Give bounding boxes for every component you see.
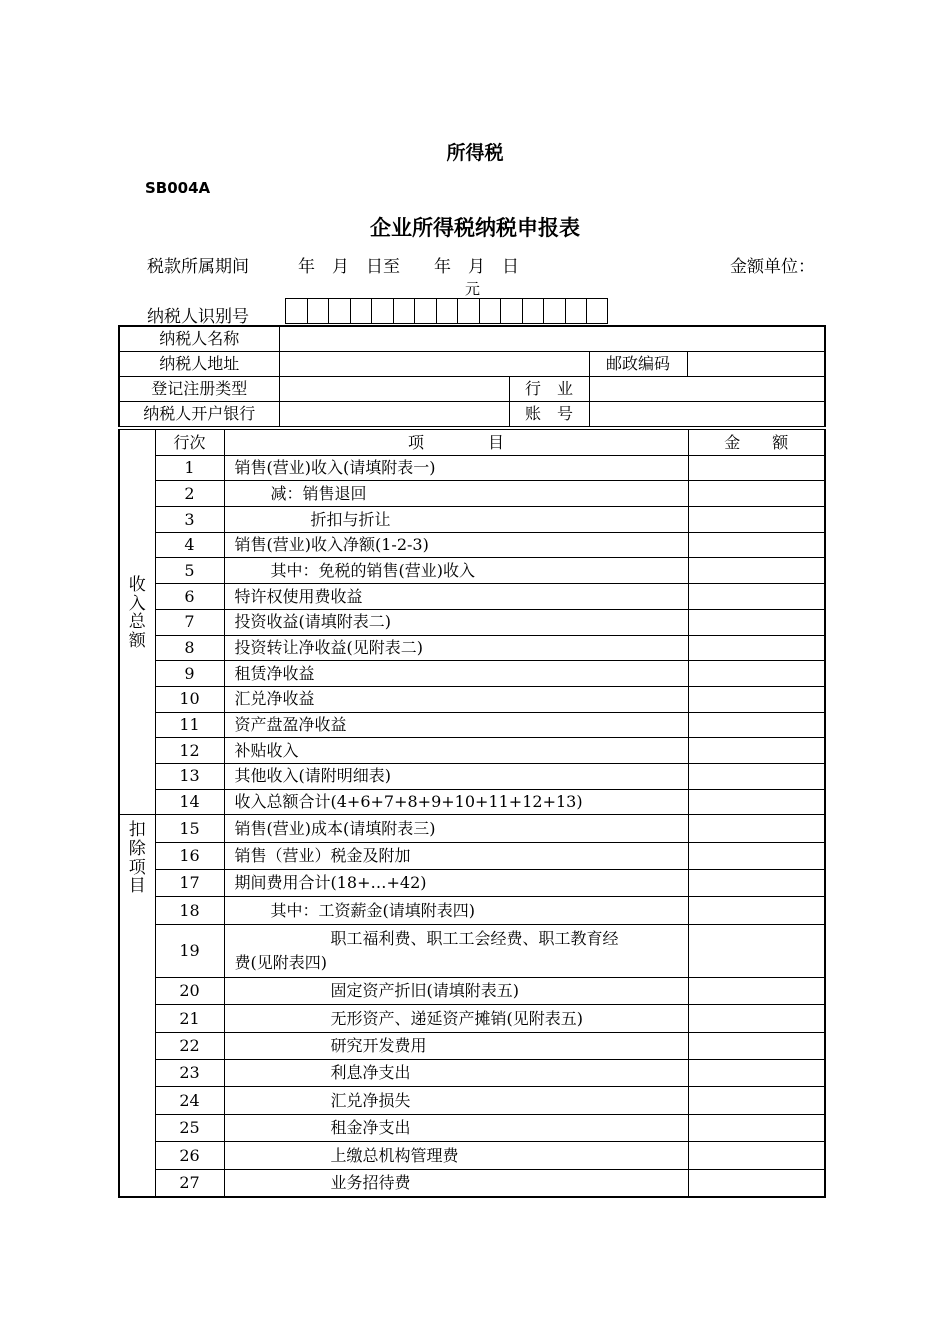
table-row: 5 其中：免税的销售(营业)收入: [119, 558, 825, 584]
section-income: 收 入 总 额: [119, 430, 155, 815]
amount-cell[interactable]: [688, 842, 825, 869]
unit-label: 金额单位：: [730, 257, 815, 277]
id-digit-box[interactable]: [479, 298, 501, 324]
period-label: 税款所属期间: [147, 257, 249, 277]
id-digit-box[interactable]: [393, 298, 415, 324]
amount-cell[interactable]: [688, 1142, 825, 1169]
industry-label: 行 业: [509, 377, 589, 402]
header-amount: 金 额: [688, 430, 825, 456]
table-row: 20 固定资产折旧(请填附表五): [119, 977, 825, 1004]
id-digit-box[interactable]: [371, 298, 393, 324]
amount-cell[interactable]: [688, 1060, 825, 1087]
amount-cell[interactable]: [688, 584, 825, 610]
amount-cell[interactable]: [688, 815, 825, 842]
table-row: 12 补贴收入: [119, 738, 825, 764]
table-row: 4 销售(营业)收入净额(1-2-3): [119, 532, 825, 558]
name-field[interactable]: [279, 326, 825, 352]
amount-cell[interactable]: [688, 1169, 825, 1197]
form-heading: 所得税: [446, 142, 504, 164]
table-row: 13 其他收入(请附明细表): [119, 763, 825, 789]
industry-field[interactable]: [589, 377, 825, 402]
table-row: 25 租金净支出: [119, 1114, 825, 1141]
declaration-table: [118, 429, 826, 1198]
table-row: 10 汇兑净收益: [119, 686, 825, 712]
amount-cell[interactable]: [688, 712, 825, 738]
id-digit-box[interactable]: [307, 298, 329, 324]
table-row: 26 上缴总机构管理费: [119, 1142, 825, 1169]
table-row: 2 减：销售退回: [119, 481, 825, 507]
amount-cell[interactable]: [688, 1005, 825, 1032]
id-digit-box[interactable]: [500, 298, 522, 324]
table-row: 21 无形资产、递延资产摊销(见附表五): [119, 1005, 825, 1032]
table-row: 14 收入总额合计(4+6+7+8+9+10+11+12+13): [119, 789, 825, 815]
amount-cell[interactable]: [688, 532, 825, 558]
amount-cell[interactable]: [688, 661, 825, 687]
taxpayer-id-boxes[interactable]: [285, 298, 608, 324]
period-dates: 年 月 日至 年 月 日: [298, 257, 519, 277]
table-row: 23 利息净支出: [119, 1060, 825, 1087]
id-digit-box[interactable]: [522, 298, 544, 324]
id-digit-box[interactable]: [414, 298, 436, 324]
header-item: 项 目: [224, 430, 688, 456]
id-digit-box[interactable]: [586, 298, 608, 324]
amount-cell[interactable]: [688, 635, 825, 661]
taxpayer-info-table: [118, 325, 826, 427]
table-row: 3 折扣与折让: [119, 507, 825, 533]
amount-cell[interactable]: [688, 1114, 825, 1141]
amount-cell[interactable]: [688, 738, 825, 764]
id-digit-box[interactable]: [436, 298, 458, 324]
table-row: 11 资产盘盈净收益: [119, 712, 825, 738]
taxpayer-id-label: 纳税人识别号: [147, 307, 249, 327]
address-field[interactable]: [279, 352, 589, 377]
amount-cell[interactable]: [688, 897, 825, 924]
postcode-field[interactable]: [687, 352, 825, 377]
form-title: 企业所得税纳税申报表: [370, 216, 580, 240]
amount-cell[interactable]: [688, 455, 825, 481]
header-row-no: 行次: [155, 430, 224, 456]
account-label: 账 号: [509, 402, 589, 427]
postcode-label: 邮政编码: [589, 352, 687, 377]
account-field[interactable]: [589, 402, 825, 427]
section-deduction: 扣 除 项 目: [119, 815, 155, 1197]
reg-type-label: 登记注册类型: [119, 377, 279, 402]
table-row: 扣 除 项 目 15 销售(营业)成本(请填附表三): [119, 815, 825, 842]
table-row: 27 业务招待费: [119, 1169, 825, 1197]
amount-cell[interactable]: [688, 1032, 825, 1059]
id-digit-box[interactable]: [350, 298, 372, 324]
table-row: 24 汇兑净损失: [119, 1087, 825, 1114]
table-row: 22 研究开发费用: [119, 1032, 825, 1059]
amount-cell[interactable]: [688, 924, 825, 977]
amount-cell[interactable]: [688, 1087, 825, 1114]
amount-cell[interactable]: [688, 686, 825, 712]
bank-field[interactable]: [279, 402, 509, 427]
reg-type-field[interactable]: [279, 377, 509, 402]
name-label: 纳税人名称: [119, 326, 279, 352]
id-digit-box[interactable]: [457, 298, 479, 324]
amount-cell[interactable]: [688, 977, 825, 1004]
table-row: 6 特许权使用费收益: [119, 584, 825, 610]
amount-cell[interactable]: [688, 507, 825, 533]
address-label: 纳税人地址: [119, 352, 279, 377]
id-digit-box[interactable]: [328, 298, 350, 324]
table-row: 8 投资转让净收益(见附表二): [119, 635, 825, 661]
bank-label: 纳税人开户银行: [119, 402, 279, 427]
amount-cell[interactable]: [688, 763, 825, 789]
form-code: SB004A: [145, 179, 211, 197]
amount-cell[interactable]: [688, 481, 825, 507]
amount-cell[interactable]: [688, 789, 825, 815]
table-row: 16 销售（营业）税金及附加: [119, 842, 825, 869]
id-digit-box[interactable]: [543, 298, 565, 324]
amount-cell[interactable]: [688, 609, 825, 635]
table-row: 17 期间费用合计(18+…+42): [119, 870, 825, 897]
table-row: 7 投资收益(请填附表二): [119, 609, 825, 635]
table-row: 1 销售(营业)收入(请填附表一): [119, 455, 825, 481]
table-row: 19 职工福利费、职工工会经费、职工教育经 费(见附表四): [119, 924, 825, 977]
unit-value: 元: [465, 280, 481, 298]
amount-cell[interactable]: [688, 870, 825, 897]
amount-cell[interactable]: [688, 558, 825, 584]
table-row: 18 其中：工资薪金(请填附表四): [119, 897, 825, 924]
id-digit-box[interactable]: [285, 298, 307, 324]
table-row: 9 租赁净收益: [119, 661, 825, 687]
id-digit-box[interactable]: [565, 298, 587, 324]
